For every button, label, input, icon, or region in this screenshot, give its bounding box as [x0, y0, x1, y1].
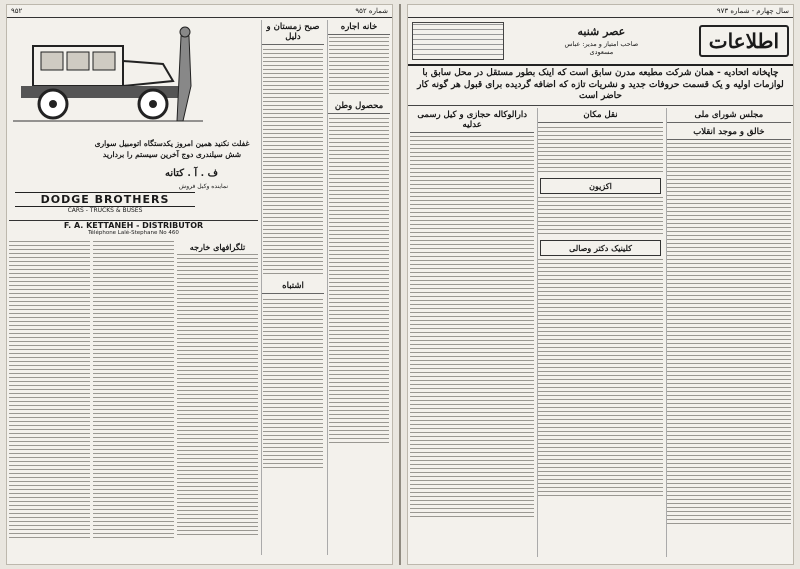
left-page-issue: ۹۵۲	[11, 7, 23, 15]
ad-distributor: F. A. KETTANEH - DISTRIBUTOR	[63, 221, 204, 230]
column-parliament	[666, 108, 791, 557]
ad-english-block	[15, 192, 195, 214]
column-title: اشتباه	[262, 279, 324, 294]
dodge-ad	[9, 20, 258, 221]
right-page-label: سال چهارم - شماره ۹۷۳	[716, 7, 789, 15]
ad-agent-name: ف . آ . کتانه	[164, 168, 218, 179]
ad-brand: DODGE BROTHERS	[15, 192, 195, 207]
right-columns	[408, 106, 793, 559]
article-text	[410, 135, 534, 520]
page-gutter	[399, 4, 401, 565]
ad-subtitle: CARS - TRUCKS & BUSES	[67, 207, 143, 214]
column-title: تلگرافهای خارجه	[189, 242, 246, 252]
lower-col	[177, 241, 258, 546]
car-illustration-icon	[13, 26, 203, 136]
article-text	[538, 197, 662, 237]
column-title: خالق و موجد انقلاب	[667, 125, 791, 140]
ad-lower-columns	[9, 241, 258, 546]
press-announcement: چاپخانه اتحادیه - همان شرکت مطبعه مدرن سابق است که اینک بطور مستقل در محل سابق با لوازمات اولیه و یک قسمت حروفات جدید و نشریات تازه که اضافه گردیده برای قبول هر گونه کار حاضر است	[408, 66, 793, 106]
article-text	[9, 241, 90, 541]
left-page-number: شماره ۹۵۲	[355, 7, 388, 15]
article-text	[538, 125, 662, 175]
article-text	[263, 47, 323, 277]
article-text	[538, 259, 662, 499]
column-title: صبح زمستان و دلیل	[262, 20, 324, 45]
masthead-subtitle: عصر شنبه	[577, 25, 626, 39]
column-rent	[327, 20, 390, 555]
column-move	[537, 108, 662, 557]
article-text	[263, 296, 323, 471]
column-title: نقل مکان	[538, 108, 662, 123]
left-page	[6, 4, 393, 565]
column-law-office	[410, 108, 534, 557]
boxed-ad-clinic: کلینیک دکتر وصالی	[540, 240, 660, 256]
lower-col	[93, 241, 174, 546]
column-title: خانه اجاره	[328, 20, 390, 35]
column-title: محصول وطن	[328, 99, 390, 114]
right-page-bar	[408, 5, 793, 18]
masthead-info	[556, 25, 646, 56]
ad-telephone: Téléphone Lalé-Stephane No 460	[88, 230, 179, 236]
article-text	[329, 116, 389, 446]
boxed-ad-exhibition: اکزیون	[540, 178, 660, 194]
article-text	[667, 142, 791, 527]
ad-distributor-block	[9, 221, 258, 237]
article-text	[93, 241, 174, 541]
ad-headline: غفلت نکنید همین امروز یکدستگاه اتومبیل سواری شش سیلندری دوج آخرین سیستم را بردارید	[94, 139, 250, 160]
article-text	[177, 253, 258, 538]
column-ad	[9, 20, 258, 555]
ad-representative: نماینده وکیل فروش	[178, 183, 228, 190]
masthead-publisher: صاحب امتیاز و مدیر: عباس مسعودی	[564, 39, 639, 57]
column-title: دارالوکاله حجازی و کیل رسمی عدلیه	[410, 108, 534, 133]
right-page	[407, 4, 794, 565]
column-winter	[261, 20, 324, 555]
lower-col	[9, 241, 90, 546]
left-page-bar	[7, 5, 392, 18]
masthead	[408, 18, 793, 66]
masthead-title: اطلاعات	[699, 25, 789, 57]
column-title: مجلس شورای ملی	[667, 108, 791, 123]
price-table	[412, 22, 504, 60]
article-text	[329, 37, 389, 97]
